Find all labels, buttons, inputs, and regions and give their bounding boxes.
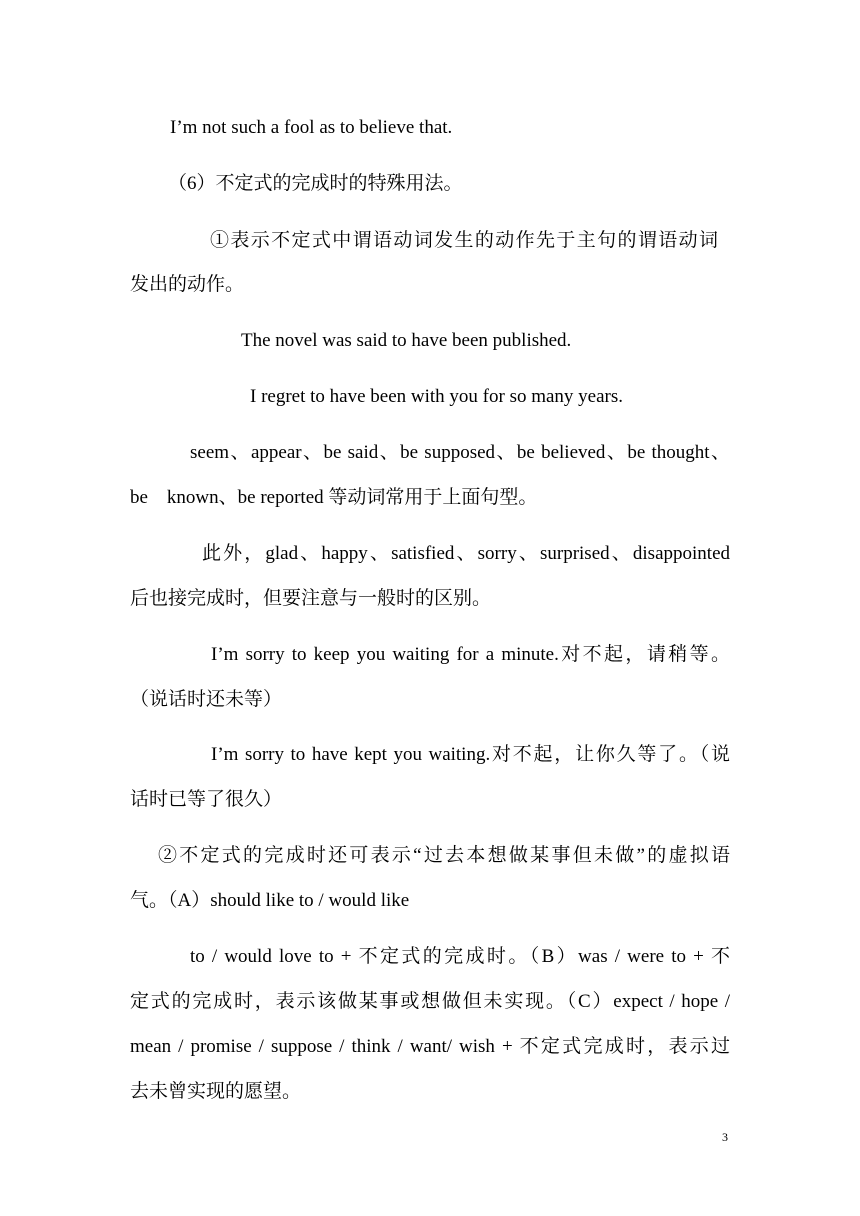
example-sentence-4: I’m sorry to have kept you waiting.对不起，让你久等了。（说 — [211, 744, 730, 765]
text-line-10: 后也接完成时，但要注意与一般时的区别。 — [130, 588, 492, 609]
text-line-4: 发出的动作。 — [130, 274, 245, 295]
example-sentence-2: I regret to have been with you for so many years. — [250, 386, 624, 407]
text-line-15: ②不定式的完成时还可表示“过去本想做某事但未做”的虚拟语 — [158, 845, 730, 866]
example-sentence-1: The novel was said to have been published. — [241, 330, 572, 351]
text-line-3: ①表示不定式中谓语动词发生的动作先于主句的谓语动词 — [210, 230, 718, 251]
text-line-20: 去未曾实现的愿望。 — [130, 1081, 302, 1102]
text-line-17: to / would love to + 不定式的完成时。（B）was / were to + 不 — [190, 946, 730, 967]
text-line-19: mean / promise / suppose / think / want/ wish + 不定式完成时，表示过 — [130, 1036, 730, 1057]
text-line-14: 话时已等了很久） — [130, 789, 283, 810]
example-sentence-3: I’m sorry to keep you waiting for a minute.对不起，请稍等。 — [211, 644, 730, 665]
text-line-1: I’m not such a fool as to believe that. — [170, 117, 453, 138]
text-line-9: 此外，glad、happy、satisfied、sorry、surprised、disappointed — [202, 543, 730, 564]
section-heading-6: （6）不定式的完成时的特殊用法。 — [168, 173, 463, 194]
page-number: 3 — [722, 1130, 728, 1144]
text-line-7: seem、appear、be said、be supposed、be believed、be thought、 — [190, 442, 730, 463]
text-line-12: （说话时还未等） — [130, 689, 283, 710]
text-line-16: 气。（A）should like to / would like — [130, 890, 410, 911]
text-line-8: be known、be reported 等动词常用于上面句型。 — [130, 487, 538, 508]
text-line-18: 定式的完成时，表示该做某事或想做但未实现。（C）expect / hope / — [130, 991, 730, 1012]
